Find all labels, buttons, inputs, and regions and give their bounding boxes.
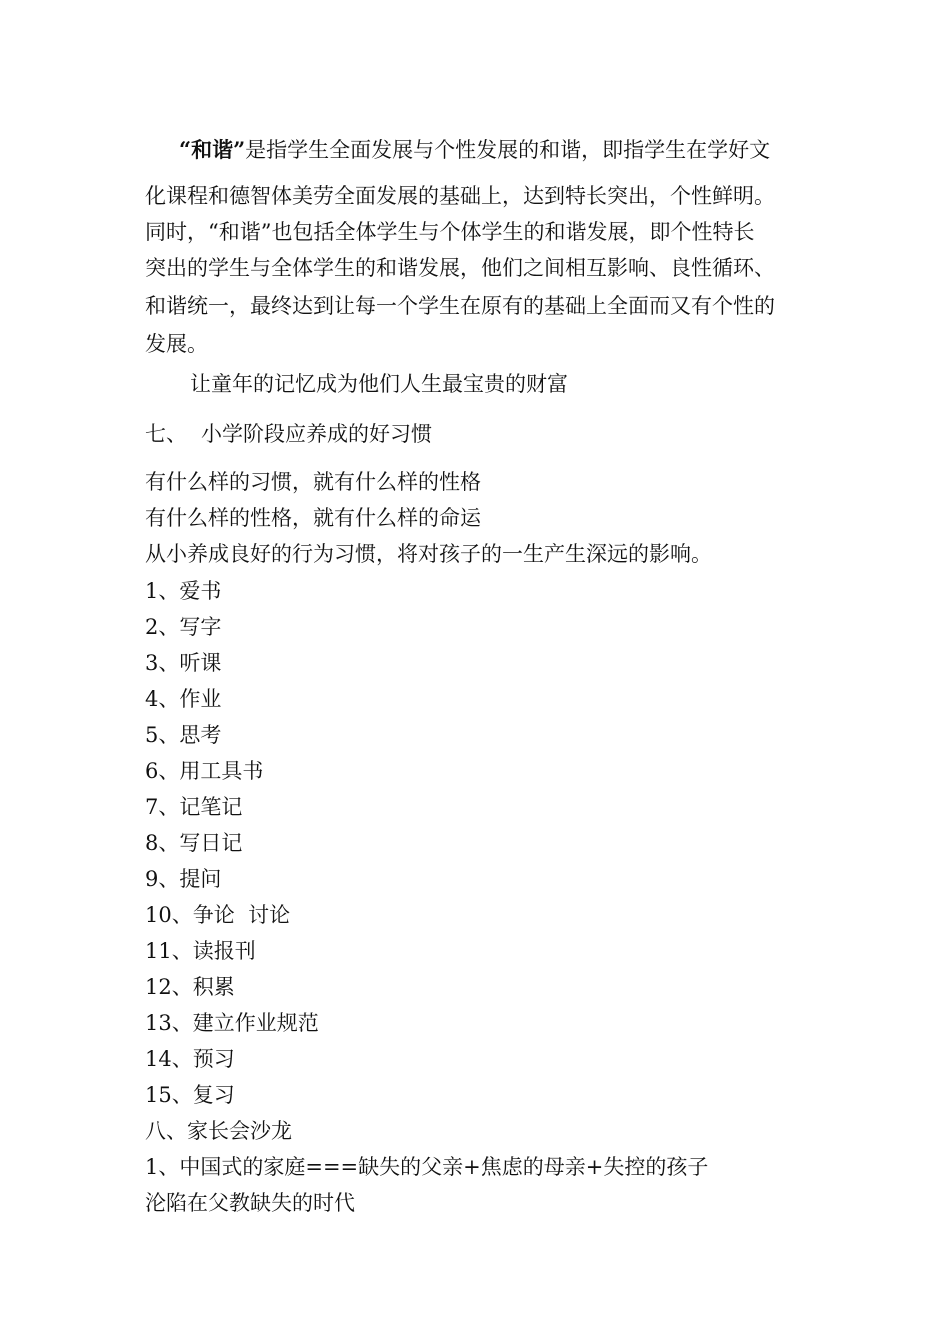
motto: 让童年的记忆成为他们人生最宝贵的财富 [190,372,568,396]
habit-item-14: 14、预习 [145,1047,235,1071]
habit-item-3: 3、听课 [145,651,222,675]
saying-3: 从小养成良好的行为习惯，将对孩子的一生产生深远的影响。 [145,542,712,566]
saying-2: 有什么样的性格，就有什么样的命运 [145,506,481,530]
habit-item-6: 6、用工具书 [145,759,264,783]
habit-item-1: 1、爱书 [145,579,222,603]
quoted-term: “和谐” [179,137,246,162]
paragraph-line-2: 化课程和德智体美劳全面发展的基础上，达到特长突出，个性鲜明。 [145,184,775,208]
section-8-heading: 八、家长会沙龙 [145,1119,292,1143]
habit-item-11: 11、读报刊 [145,939,256,963]
section-8-item-1: 1、中国式的家庭===缺失的父亲+焦虑的母亲+失控的孩子 [145,1155,709,1179]
habit-item-10: 10、争论 讨论 [145,903,291,927]
paragraph-line-1-text: 是指学生全面发展与个性发展的和谐，即指学生在学好文 [245,138,771,162]
habit-item-12: 12、积累 [145,975,235,999]
paragraph-line-1 [145,136,770,164]
section-8-subline: 沦陷在父教缺失的时代 [145,1191,355,1215]
paragraph-line-4: 突出的学生与全体学生的和谐发展，他们之间相互影响、良性循环、 [145,256,775,280]
section-7-heading [145,420,432,448]
habit-item-15: 15、复习 [145,1083,235,1107]
habit-item-4: 4、作业 [145,687,222,711]
saying-1: 有什么样的习惯，就有什么样的性格 [145,470,481,494]
paragraph-line-3: 同时，“和谐”也包括全体学生与个体学生的和谐发展，即个性特长 [145,220,755,244]
paragraph-line-6: 发展。 [145,332,208,356]
section-7-title: 小学阶段应养成的好习惯 [201,422,432,446]
section-7-number: 七、 [145,422,187,446]
habit-item-13: 13、建立作业规范 [145,1011,319,1035]
habit-item-7: 7、记笔记 [145,795,243,819]
habit-item-8: 8、写日记 [145,831,243,855]
paragraph-line-5: 和谐统一，最终达到让每一个学生在原有的基础上全面而又有个性的 [145,294,775,318]
habit-item-5: 5、思考 [145,723,222,747]
habit-item-9: 9、提问 [145,867,222,891]
habit-item-2: 2、写字 [145,615,222,639]
